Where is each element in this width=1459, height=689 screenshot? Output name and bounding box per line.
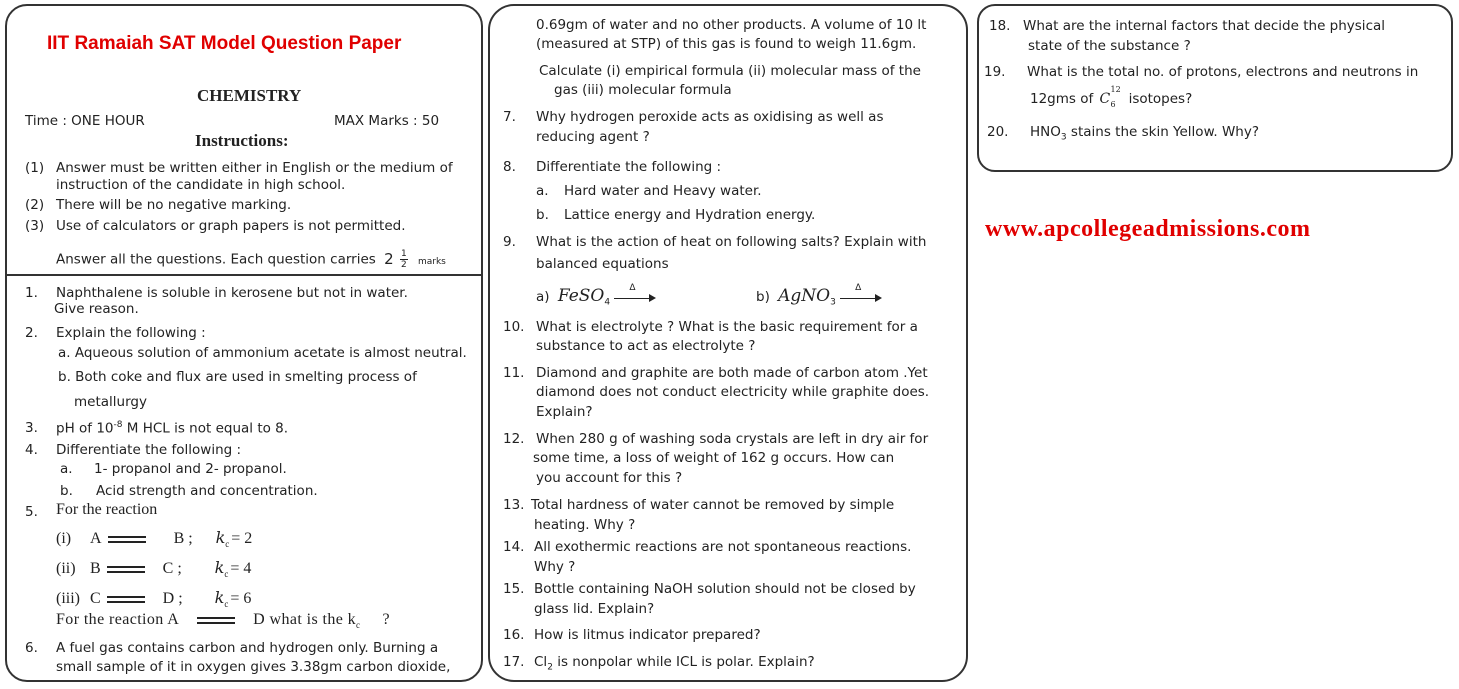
- question-subpart: Acid strength and concentration.: [96, 483, 318, 499]
- question-number: 1.: [25, 285, 38, 301]
- subpart-label: b.: [60, 483, 73, 499]
- salt-formula: FeSO: [557, 286, 605, 306]
- question-text: you account for this ?: [536, 470, 683, 486]
- instruction-number: (1): [25, 160, 45, 176]
- question-text: Naphthalene is soluble in kerosene but not in water.: [56, 285, 408, 301]
- equilibrium-arrow-icon: [108, 534, 146, 544]
- question-text: [1030, 124, 1259, 143]
- q19-pre: 12gms of: [1030, 91, 1094, 107]
- question-number: 9.: [503, 234, 516, 250]
- instruction-number: (2): [25, 197, 45, 213]
- question-number: 6.: [25, 640, 38, 656]
- question-number: 12.: [503, 431, 525, 447]
- question-text: Bottle containing NaOH solution should not be closed by: [534, 581, 916, 597]
- question-subpart: b. Both coke and flux are used in smelting process of: [58, 369, 417, 385]
- k-subscript: c: [224, 599, 229, 610]
- k-subscript: c: [356, 620, 361, 631]
- instructions-heading: Instructions:: [195, 131, 289, 150]
- question-number: 7.: [503, 109, 516, 125]
- isotope-atomic-number: 6: [1110, 100, 1116, 109]
- question-subpart: Hard water and Heavy water.: [564, 183, 762, 199]
- question-text: state of the substance ?: [1028, 38, 1191, 54]
- k-symbol: k: [214, 588, 225, 607]
- question-text: For the reaction: [56, 501, 158, 518]
- time-label: Time : ONE HOUR: [25, 113, 145, 129]
- question-text: Calculate (i) empirical formula (ii) molecular mass of the: [539, 63, 921, 79]
- question-subpart: metallurgy: [74, 394, 147, 410]
- delta-symbol: Δ: [629, 283, 636, 293]
- question-text: What are the internal factors that decide the physical: [1023, 18, 1386, 34]
- right-panel: [977, 4, 1453, 172]
- question-text: diamond does not conduct electricity while graphite does.: [536, 384, 930, 400]
- question-text: reducing agent ?: [536, 129, 650, 145]
- left-panel: [5, 4, 483, 682]
- question-number: 14.: [503, 539, 525, 555]
- reaction-question-mid: D what is the k: [253, 611, 357, 628]
- subpart-label: b.: [536, 207, 549, 223]
- question-text: [534, 654, 815, 673]
- website-link[interactable]: www.apcollegeadmissions.com: [985, 216, 1311, 242]
- salt-subscript: 3: [830, 297, 836, 308]
- q3-pre: pH of 10: [56, 420, 114, 437]
- k-value: = 2: [231, 530, 253, 547]
- reactant: B: [90, 560, 101, 577]
- q19-post: isotopes?: [1128, 91, 1193, 107]
- question-text: Explain the following :: [56, 325, 206, 341]
- question-text: some time, a loss of weight of 162 g occurs. How can: [533, 450, 895, 466]
- q20-pre: HNO: [1030, 124, 1061, 140]
- reaction-question: [56, 611, 390, 630]
- max-marks-label: MAX Marks : 50: [334, 113, 440, 129]
- reaction-question-pre: For the reaction A: [56, 611, 180, 628]
- salt-equation: [756, 283, 882, 308]
- reaction-label: (iii): [56, 590, 80, 607]
- question-text: gas (iii) molecular formula: [554, 82, 732, 98]
- heat-arrow-icon: [614, 283, 656, 303]
- equilibrium-arrow-icon: [107, 594, 145, 604]
- question-number: 11.: [503, 365, 525, 381]
- subpart-label: a.: [60, 461, 73, 477]
- question-number: 17.: [503, 654, 525, 670]
- marks-note-text: Answer all the questions. Each question carries: [56, 251, 376, 268]
- reaction-label: (ii): [56, 560, 76, 577]
- equilibrium-arrow-icon: [197, 615, 235, 625]
- product: C ;: [162, 560, 182, 577]
- marks-whole: 2: [384, 249, 394, 268]
- question-number: 10.: [503, 319, 525, 335]
- k-subscript: c: [225, 539, 230, 550]
- reaction-question-mark: ?: [382, 611, 390, 628]
- question-text: How is litmus indicator prepared?: [534, 627, 761, 643]
- q17-subscript: 2: [547, 662, 553, 673]
- reactant: C: [90, 590, 101, 607]
- question-text: substance to act as electrolyte ?: [536, 338, 756, 354]
- section-divider: [7, 274, 481, 276]
- question-text: Give reason.: [54, 301, 139, 317]
- k-symbol: k: [214, 558, 225, 577]
- question-number: 8.: [503, 159, 516, 175]
- salt-subscript: 4: [604, 297, 611, 308]
- isotope-element: C: [1099, 91, 1111, 107]
- k-value: = 6: [230, 590, 252, 607]
- question-text: When 280 g of washing soda crystals are left in dry air for: [536, 431, 929, 447]
- isotope-symbol: [1099, 85, 1121, 109]
- question-number: 20.: [987, 124, 1009, 140]
- instruction-text: There will be no negative marking.: [56, 197, 292, 213]
- q20-post: stains the skin Yellow. Why?: [1066, 124, 1260, 140]
- question-number: 5.: [25, 504, 38, 520]
- instruction-number: (3): [25, 218, 45, 234]
- subpart-label: a): [536, 289, 550, 305]
- question-text: heating. Why ?: [534, 517, 636, 533]
- q17-pre: Cl: [534, 654, 548, 670]
- question-text: Why hydrogen peroxide acts as oxidising as well as: [536, 109, 884, 125]
- question-number: 4.: [25, 442, 38, 458]
- question-text: Total hardness of water cannot be removed by simple: [531, 497, 895, 513]
- question-text: 0.69gm of water and no other products. A volume of 10 lt: [536, 17, 927, 33]
- question-text: A fuel gas contains carbon and hydrogen only. Burning a: [56, 640, 439, 656]
- question-text: Why ?: [534, 559, 576, 575]
- isotope-mass: 12: [1110, 85, 1121, 94]
- reactant: A: [90, 530, 102, 547]
- k-subscript: c: [224, 569, 229, 580]
- question-subpart: 1- propanol and 2- propanol.: [94, 461, 287, 477]
- question-text: small sample of it in oxygen gives 3.38gm carbon dioxide,: [56, 659, 451, 675]
- reaction-row: [56, 558, 251, 579]
- question-text: Differentiate the following :: [536, 159, 722, 175]
- question-text: Explain?: [536, 404, 593, 420]
- subject-heading: CHEMISTRY: [197, 86, 302, 105]
- instruction-text: Answer must be written either in English or the medium of: [56, 160, 453, 176]
- question-text: (measured at STP) of this gas is found to weigh 11.6gm.: [536, 36, 917, 52]
- equilibrium-arrow-icon: [107, 564, 145, 574]
- question-number: 13.: [503, 497, 525, 513]
- question-text: What is electrolyte ? What is the basic requirement for a: [536, 319, 918, 335]
- subpart-label: b): [756, 289, 770, 305]
- question-text: What is the total no. of protons, electrons and neutrons in: [1027, 64, 1419, 80]
- instruction-text: Use of calculators or graph papers is not permitted.: [56, 218, 406, 234]
- k-value: = 4: [230, 560, 252, 577]
- question-text: All exothermic reactions are not spontaneous reactions.: [534, 539, 912, 555]
- question-subpart: a. Aqueous solution of ammonium acetate is almost neutral.: [58, 345, 467, 361]
- middle-panel: [488, 4, 968, 682]
- product: D ;: [162, 590, 183, 607]
- product: B ;: [173, 530, 193, 547]
- question-number: 19.: [984, 64, 1006, 80]
- heat-arrow-icon: [840, 283, 882, 303]
- instruction-text: instruction of the candidate in high school.: [56, 177, 346, 193]
- marks-denominator: 2: [400, 260, 407, 270]
- q17-post: is nonpolar while ICL is polar. Explain?: [552, 654, 815, 670]
- marks-note: [56, 249, 446, 270]
- page-title: IIT Ramaiah SAT Model Question Paper: [47, 33, 402, 54]
- question-text: [56, 420, 288, 437]
- question-number: 15.: [503, 581, 525, 597]
- marks-numerator: 1: [400, 249, 407, 259]
- question-text: Diamond and graphite are both made of carbon atom .Yet: [536, 365, 928, 381]
- reaction-row: [56, 528, 252, 549]
- subpart-label: a.: [536, 183, 549, 199]
- q20-subscript: 3: [1060, 132, 1067, 143]
- question-number: 16.: [503, 627, 525, 643]
- question-number: 2.: [25, 325, 38, 341]
- marks-unit: marks: [417, 256, 446, 267]
- question-number: 18.: [989, 18, 1011, 34]
- salt-equation: [536, 283, 656, 308]
- question-text: [1030, 85, 1193, 109]
- reaction-row: [56, 588, 251, 609]
- question-text: glass lid. Explain?: [534, 601, 655, 617]
- k-symbol: k: [215, 528, 226, 547]
- marks-fraction: [400, 249, 408, 270]
- question-text: Differentiate the following :: [56, 442, 242, 458]
- q3-post: M HCL is not equal to 8.: [122, 420, 289, 437]
- question-number: 3.: [25, 420, 38, 436]
- question-text: What is the action of heat on following salts? Explain with: [536, 234, 927, 250]
- salt-formula: AgNO: [778, 286, 831, 306]
- q3-exponent: -8: [113, 420, 123, 430]
- reaction-label: (i): [56, 530, 72, 547]
- delta-symbol: Δ: [855, 283, 862, 293]
- question-text: balanced equations: [536, 256, 669, 272]
- question-subpart: Lattice energy and Hydration energy.: [564, 207, 816, 223]
